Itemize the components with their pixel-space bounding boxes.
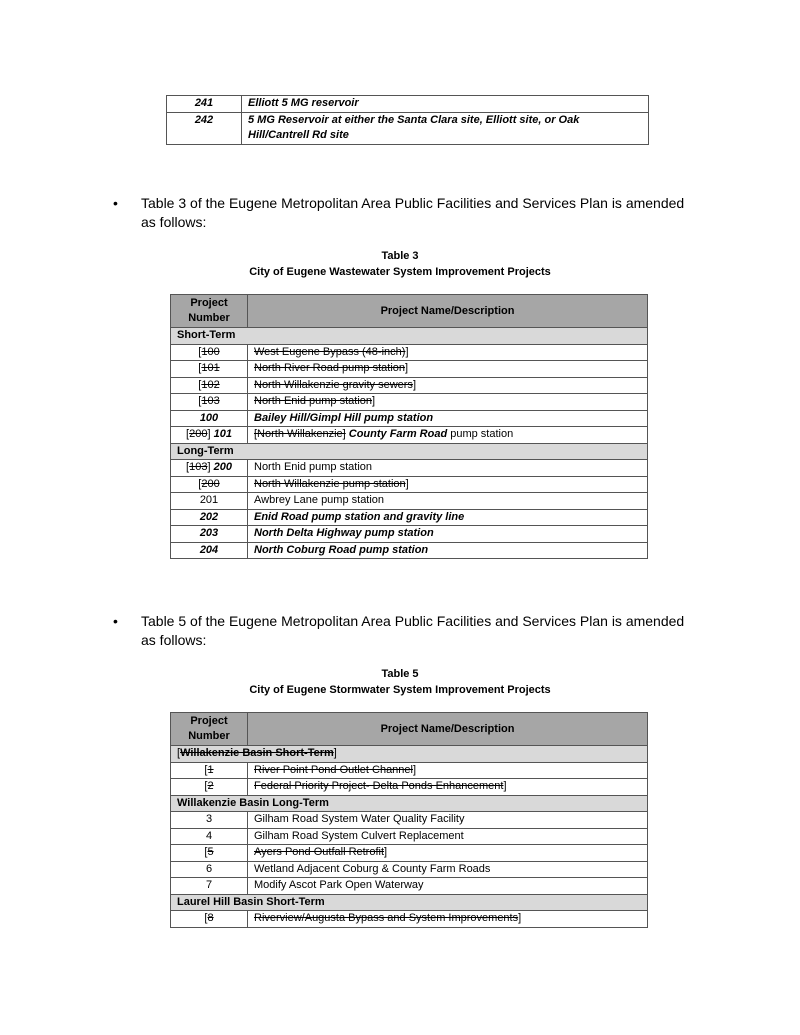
project-number: 6 [171, 861, 248, 878]
col-header-description: Project Name/Description [248, 713, 648, 746]
table-5 [170, 712, 648, 928]
col-header-description: Project Name/Description [248, 295, 648, 328]
table-row [171, 460, 648, 477]
table-row [171, 476, 648, 493]
project-number: 3 [171, 812, 248, 829]
table-row [171, 344, 648, 361]
project-number: 7 [171, 878, 248, 895]
section-label: Short-Term [171, 328, 648, 345]
project-description: Ayers Pond Outfall Retrofit] [248, 845, 648, 862]
caption-subtitle: City of Eugene Wastewater System Improvement Projects [249, 266, 551, 278]
project-description: Bailey Hill/Gimpl Hill pump station [248, 410, 648, 427]
table-row [171, 394, 648, 411]
project-description: West Eugene Bypass (48-inch)] [248, 344, 648, 361]
section-row [171, 443, 648, 460]
bullet-text: Table 3 of the Eugene Metropolitan Area Public Facilities and Services Plan is amended as follows: [141, 195, 685, 230]
col-header-number: Project Number [171, 295, 248, 328]
table-row [167, 96, 649, 113]
table-3 [170, 294, 648, 559]
table-caption [0, 666, 800, 698]
table-caption [0, 248, 800, 280]
project-number: [2 [171, 779, 248, 796]
table-row [171, 878, 648, 895]
project-number: [200] 101 [171, 427, 248, 444]
table-row [167, 112, 649, 144]
project-number: [5 [171, 845, 248, 862]
project-number: [8 [171, 911, 248, 928]
table-row [171, 427, 648, 444]
table-row [171, 361, 648, 378]
header-row [171, 295, 648, 328]
description-line: Hill/Cantrell Rd site [248, 129, 349, 141]
project-description: Wetland Adjacent Coburg & County Farm Roads [248, 861, 648, 878]
section-row [171, 328, 648, 345]
table-row [171, 410, 648, 427]
section-label: Laurel Hill Basin Short-Term [171, 894, 648, 911]
project-description: North Delta Highway pump station [248, 526, 648, 543]
col-header-number: Project Number [171, 713, 248, 746]
table-row [171, 861, 648, 878]
caption-title: Table 5 [381, 668, 419, 680]
project-number: [1 [171, 762, 248, 779]
project-description: North Coburg Road pump station [248, 542, 648, 559]
section-row [171, 795, 648, 812]
caption-subtitle: City of Eugene Stormwater System Improvement Projects [249, 684, 551, 696]
top-table [166, 95, 649, 145]
table-row [171, 828, 648, 845]
project-description: North Willakenzie pump station] [248, 476, 648, 493]
project-number: [103] 200 [171, 460, 248, 477]
table-row [171, 542, 648, 559]
project-number: 204 [171, 542, 248, 559]
project-description [242, 112, 649, 144]
project-description: Elliott 5 MG reservoir [242, 96, 649, 113]
project-number: 202 [171, 509, 248, 526]
project-description: Enid Road pump station and gravity line [248, 509, 648, 526]
project-number: [100 [171, 344, 248, 361]
project-description: North Willakenzie gravity sewers] [248, 377, 648, 394]
project-description: Federal Priority Project- Delta Ponds Enhancement] [248, 779, 648, 796]
table-row [171, 911, 648, 928]
bullet-dot: • [113, 195, 118, 211]
project-number: 100 [171, 410, 248, 427]
table-row [171, 377, 648, 394]
project-number: 241 [167, 96, 242, 113]
project-number: 201 [171, 493, 248, 510]
bullet-dot: • [113, 613, 118, 629]
project-description: North Enid pump station [248, 460, 648, 477]
project-number: 242 [167, 112, 242, 144]
table-row [171, 779, 648, 796]
table-row [171, 526, 648, 543]
project-description: North River Road pump station] [248, 361, 648, 378]
table-row [171, 762, 648, 779]
project-description: Gilham Road System Culvert Replacement [248, 828, 648, 845]
table-row [171, 509, 648, 526]
header-row [171, 713, 648, 746]
project-description: [North Willakenzie] County Farm Road pump station [248, 427, 648, 444]
project-number: [200 [171, 476, 248, 493]
caption-title: Table 3 [381, 250, 419, 262]
project-number: 4 [171, 828, 248, 845]
project-description: Modify Ascot Park Open Waterway [248, 878, 648, 895]
section-row [171, 894, 648, 911]
project-description: River Point Pond Outlet Channel] [248, 762, 648, 779]
section-label: Willakenzie Basin Long-Term [171, 795, 648, 812]
section-label: [Willakenzie Basin Short-Term] [171, 746, 648, 763]
project-number: 203 [171, 526, 248, 543]
table-row [171, 845, 648, 862]
project-description: Gilham Road System Water Quality Facility [248, 812, 648, 829]
table-row [171, 493, 648, 510]
table-row [171, 812, 648, 829]
project-number: [101 [171, 361, 248, 378]
section-row [171, 746, 648, 763]
bullet-text: Table 5 of the Eugene Metropolitan Area Public Facilities and Services Plan is amended as follows: [141, 613, 685, 648]
project-number: [102 [171, 377, 248, 394]
description-line: 5 MG Reservoir at either the Santa Clara site, Elliott site, or Oak [248, 113, 580, 126]
section-label: Long-Term [171, 443, 648, 460]
project-description: Riverview/Augusta Bypass and System Improvements] [248, 911, 648, 928]
project-description: North Enid pump station] [248, 394, 648, 411]
project-number: [103 [171, 394, 248, 411]
project-description: Awbrey Lane pump station [248, 493, 648, 510]
